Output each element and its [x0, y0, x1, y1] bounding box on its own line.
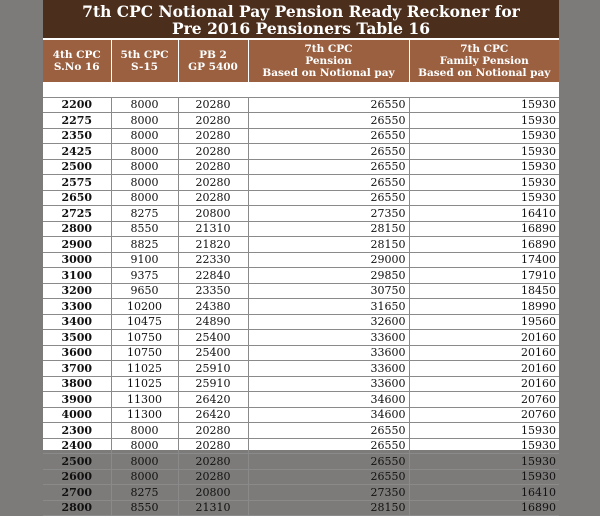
cell-pension: 33600 [248, 345, 409, 361]
cell-5th-cpc: 11025 [111, 361, 178, 377]
header-line: 4th CPC [52, 49, 101, 61]
cell-family-pension: 20760 [409, 392, 559, 408]
cell-pension: 30750 [248, 283, 409, 299]
cell-pb2: 20280 [178, 423, 248, 439]
cell-4th-cpc: 2575 [43, 175, 111, 191]
cell-pension: 28150 [248, 221, 409, 237]
table-row [43, 144, 559, 160]
cell-5th-cpc: 8550 [111, 500, 178, 516]
cell-family-pension: 17400 [409, 252, 559, 268]
cell-4th-cpc: 2800 [43, 221, 111, 237]
cell-4th-cpc: 2650 [43, 190, 111, 206]
cell-family-pension: 15930 [409, 190, 559, 206]
cell-5th-cpc: 8000 [111, 190, 178, 206]
table-row [43, 283, 559, 299]
cell-pb2: 21310 [178, 500, 248, 516]
table-row [43, 345, 559, 361]
title-line-2: Pre 2016 Pensioners Table 16 [171, 19, 430, 38]
cell-pension: 28150 [248, 500, 409, 516]
cell-4th-cpc: 3000 [43, 252, 111, 268]
table-row [43, 221, 559, 237]
cell-4th-cpc: 3500 [43, 330, 111, 346]
header-line: PB 2 [199, 49, 227, 61]
table-title [43, 0, 559, 38]
document-page [43, 0, 559, 515]
cell-family-pension: 20160 [409, 361, 559, 377]
table-row [43, 268, 559, 284]
cell-5th-cpc: 8000 [111, 438, 178, 454]
header-gap [43, 82, 559, 97]
cell-5th-cpc: 10475 [111, 314, 178, 330]
cell-pb2: 20280 [178, 113, 248, 129]
cell-pb2: 21310 [178, 221, 248, 237]
cell-pb2: 20800 [178, 206, 248, 222]
table-row [43, 113, 559, 129]
cell-4th-cpc: 2600 [43, 469, 111, 485]
header-line: S-15 [131, 61, 158, 73]
cell-pension: 26550 [248, 423, 409, 439]
table-row [43, 423, 559, 439]
table-row [43, 237, 559, 253]
table-row [43, 252, 559, 268]
header-line: 5th CPC [120, 49, 169, 61]
cell-pb2: 25910 [178, 361, 248, 377]
cell-pension: 26550 [248, 190, 409, 206]
cell-5th-cpc: 8000 [111, 423, 178, 439]
header-family-pension [409, 39, 559, 82]
cell-5th-cpc: 9100 [111, 252, 178, 268]
table-row [43, 469, 559, 485]
cell-5th-cpc: 8000 [111, 144, 178, 160]
cell-pension: 26550 [248, 469, 409, 485]
table-row [43, 190, 559, 206]
cell-4th-cpc: 2900 [43, 237, 111, 253]
cell-pb2: 20280 [178, 438, 248, 454]
cell-pb2: 20280 [178, 159, 248, 175]
cell-pb2: 22330 [178, 252, 248, 268]
cell-pension: 26550 [248, 454, 409, 470]
header-line: Pension [305, 55, 352, 67]
cell-5th-cpc: 8000 [111, 454, 178, 470]
cell-4th-cpc: 3200 [43, 283, 111, 299]
cell-family-pension: 20160 [409, 330, 559, 346]
cell-family-pension: 15930 [409, 128, 559, 144]
cell-5th-cpc: 11025 [111, 376, 178, 392]
cell-4th-cpc: 2500 [43, 159, 111, 175]
cell-5th-cpc: 11300 [111, 407, 178, 423]
cell-4th-cpc: 3400 [43, 314, 111, 330]
cell-4th-cpc: 2300 [43, 423, 111, 439]
cell-pension: 31650 [248, 299, 409, 315]
cell-pension: 27350 [248, 206, 409, 222]
cell-pb2: 20280 [178, 97, 248, 113]
cell-5th-cpc: 8000 [111, 469, 178, 485]
cell-pb2: 25910 [178, 376, 248, 392]
cell-family-pension: 15930 [409, 97, 559, 113]
cell-pension: 33600 [248, 376, 409, 392]
cell-5th-cpc: 8275 [111, 485, 178, 501]
cell-4th-cpc: 3600 [43, 345, 111, 361]
cell-pb2: 20280 [178, 454, 248, 470]
cell-5th-cpc: 8000 [111, 128, 178, 144]
table-row [43, 175, 559, 191]
cell-4th-cpc: 2800 [43, 500, 111, 516]
ready-reckoner-table [43, 38, 559, 516]
cell-family-pension: 19560 [409, 314, 559, 330]
table-body [43, 82, 559, 516]
header-line: Based on Notional pay [418, 67, 551, 79]
cell-family-pension: 16410 [409, 485, 559, 501]
table-row [43, 454, 559, 470]
cell-pb2: 26420 [178, 407, 248, 423]
table-row [43, 299, 559, 315]
cell-pb2: 23350 [178, 283, 248, 299]
cell-pension: 26550 [248, 113, 409, 129]
cell-family-pension: 18990 [409, 299, 559, 315]
header-line: GP 5400 [188, 61, 238, 73]
cell-pb2: 22840 [178, 268, 248, 284]
cell-pension: 26550 [248, 438, 409, 454]
cell-4th-cpc: 3900 [43, 392, 111, 408]
cell-4th-cpc: 2725 [43, 206, 111, 222]
cell-5th-cpc: 8000 [111, 175, 178, 191]
cell-pb2: 25400 [178, 345, 248, 361]
cell-pb2: 26420 [178, 392, 248, 408]
cell-pension: 34600 [248, 407, 409, 423]
cell-family-pension: 15930 [409, 469, 559, 485]
header-line: 7th CPC [460, 43, 509, 55]
cell-4th-cpc: 3700 [43, 361, 111, 377]
table-row [43, 361, 559, 377]
cell-family-pension: 16410 [409, 206, 559, 222]
cell-pension: 26550 [248, 128, 409, 144]
cell-4th-cpc: 2500 [43, 454, 111, 470]
cell-pb2: 20280 [178, 175, 248, 191]
table-row [43, 128, 559, 144]
cell-5th-cpc: 8275 [111, 206, 178, 222]
table-row [43, 500, 559, 516]
cell-pb2: 20280 [178, 190, 248, 206]
cell-5th-cpc: 8550 [111, 221, 178, 237]
cell-family-pension: 20760 [409, 407, 559, 423]
cell-family-pension: 15930 [409, 113, 559, 129]
cell-5th-cpc: 8000 [111, 159, 178, 175]
cell-pb2: 24380 [178, 299, 248, 315]
cell-pension: 34600 [248, 392, 409, 408]
cell-pension: 33600 [248, 330, 409, 346]
header-line: 7th CPC [304, 43, 353, 55]
table-row [43, 206, 559, 222]
cell-family-pension: 16890 [409, 221, 559, 237]
title-line-1: 7th CPC Notional Pay Pension Ready Reckoner for [82, 2, 520, 21]
cell-pension: 26550 [248, 97, 409, 113]
cell-4th-cpc: 3800 [43, 376, 111, 392]
cell-4th-cpc: 3100 [43, 268, 111, 284]
header-line: Based on Notional pay [262, 67, 395, 79]
cell-pension: 33600 [248, 361, 409, 377]
cell-4th-cpc: 2350 [43, 128, 111, 144]
cell-pension: 26550 [248, 175, 409, 191]
header-line: S.No 16 [53, 61, 100, 73]
cell-5th-cpc: 8825 [111, 237, 178, 253]
cell-4th-cpc: 2275 [43, 113, 111, 129]
header-pension [248, 39, 409, 82]
cell-pension: 26550 [248, 144, 409, 160]
cell-5th-cpc: 8000 [111, 97, 178, 113]
cell-4th-cpc: 2400 [43, 438, 111, 454]
cell-family-pension: 15930 [409, 454, 559, 470]
cell-pb2: 20800 [178, 485, 248, 501]
table-row [43, 314, 559, 330]
cell-5th-cpc: 10200 [111, 299, 178, 315]
cell-5th-cpc: 10750 [111, 330, 178, 346]
cell-family-pension: 15930 [409, 175, 559, 191]
cell-family-pension: 17910 [409, 268, 559, 284]
cell-pb2: 21820 [178, 237, 248, 253]
cell-4th-cpc: 2425 [43, 144, 111, 160]
gap-cell [43, 82, 559, 97]
cell-4th-cpc: 2700 [43, 485, 111, 501]
table-row [43, 159, 559, 175]
cell-pension: 26550 [248, 159, 409, 175]
cell-pension: 29850 [248, 268, 409, 284]
cell-pension: 29000 [248, 252, 409, 268]
table-row [43, 330, 559, 346]
header-pb2 [178, 39, 248, 82]
cell-family-pension: 15930 [409, 438, 559, 454]
cell-pb2: 20280 [178, 144, 248, 160]
table-row [43, 438, 559, 454]
table-row [43, 407, 559, 423]
cell-family-pension: 18450 [409, 283, 559, 299]
cell-pension: 27350 [248, 485, 409, 501]
cell-pension: 28150 [248, 237, 409, 253]
header-5th-cpc [111, 39, 178, 82]
table-row [43, 97, 559, 113]
cell-5th-cpc: 10750 [111, 345, 178, 361]
cell-family-pension: 15930 [409, 423, 559, 439]
cell-5th-cpc: 9375 [111, 268, 178, 284]
cell-4th-cpc: 4000 [43, 407, 111, 423]
cell-family-pension: 15930 [409, 159, 559, 175]
cell-pension: 32600 [248, 314, 409, 330]
cell-family-pension: 20160 [409, 376, 559, 392]
cell-family-pension: 20160 [409, 345, 559, 361]
table-row [43, 485, 559, 501]
cell-family-pension: 16890 [409, 500, 559, 516]
cell-pb2: 24890 [178, 314, 248, 330]
cell-pb2: 20280 [178, 128, 248, 144]
cell-5th-cpc: 11300 [111, 392, 178, 408]
cell-5th-cpc: 9650 [111, 283, 178, 299]
cell-4th-cpc: 2200 [43, 97, 111, 113]
cell-pb2: 20280 [178, 469, 248, 485]
cell-pb2: 25400 [178, 330, 248, 346]
cell-family-pension: 15930 [409, 144, 559, 160]
table-row [43, 376, 559, 392]
table-header [43, 39, 559, 82]
cell-5th-cpc: 8000 [111, 113, 178, 129]
header-line: Family Pension [439, 55, 529, 67]
header-row [43, 39, 559, 82]
table-row [43, 392, 559, 408]
cell-4th-cpc: 3300 [43, 299, 111, 315]
header-4th-cpc [43, 39, 111, 82]
cell-family-pension: 16890 [409, 237, 559, 253]
